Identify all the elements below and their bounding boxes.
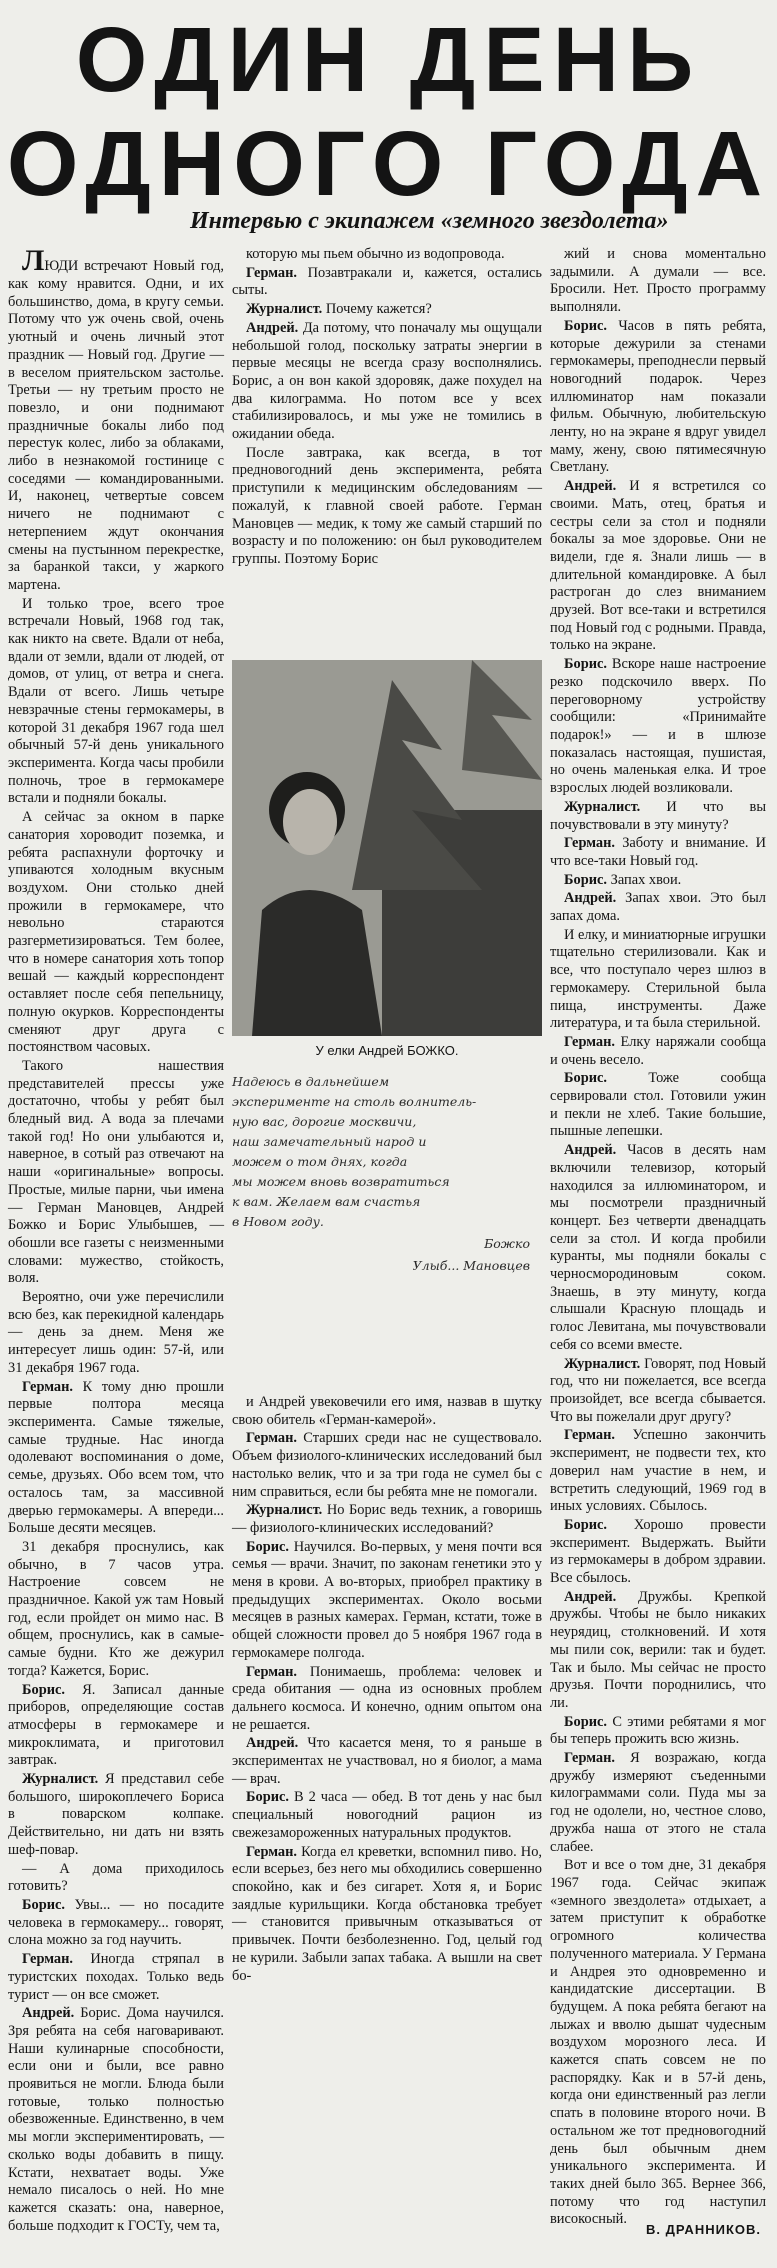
dialogue-line: Андрей. И я встретился со своими. Мать, отец, братья и сестры сели за стол и подняли бокалы за мое здоровье. Они не видели, где я. Знали лишь — в длительной командировке. А был растроган до слез вниманием друзей. Вот все-таки и встретился под Новый год с родными. Правда, только на экране. [550,478,766,654]
speaker-label: Андрей. [246,319,299,336]
column-1 [8,244,224,2234]
paragraph: 31 декабря проснулись, как обычно, в 7 часов утра. Настроение совсем не праздничное. Какой уж там Новый год, если пройдет он мимо нас. В общем, проснулись, как в самые-самые будни. Кто же дежурил тогда? Кажется, Борис. [8,1538,224,1679]
dialogue-line: Андрей. Что касается меня, то я раньше в экспериментах не участвовал, но я биолог, а мама — врач. [232,1735,542,1787]
speaker-label: Герман. [246,1430,298,1447]
handwritten-message: Надеюсь в дальнейшем эксперименте на столь волнитель- ную вас, дорогие москвичи, наш замечательный народ и можем о том днях, когда мы можем вновь возвратиться к вам. Желаем вам счастья в Новом году. Божко Улыб... Мановцев [232,1072,542,1388]
dialogue-line: Борис. Часов в пять ребята, которые дежурили за стенами гермокамеры, преподнесли первый новогодний подарок. Через иллюминатор нам показали фильм. Обычную, любительскую ленту, но на экране я вдруг увидел маму, жену, свою пятимесячную Светлану. [550,317,766,476]
drop-cap: Л [22,244,45,277]
dialogue-line: Андрей. Часов в десять нам включили телевизор, который находился за иллюминатором, и мы посмотрели праздничный концерт. Без четверти двенадцать сели за стол. И когда пробили куранты, мы подняли бокалы с черносмородиновым соком. Знаешь, в эту минуту, когда слышали Красную площадь и голос Левитана, мы почувствовали себя со всеми вместе. [550,1142,766,1353]
speaker-label: Борис. [22,1896,65,1913]
speaker-label: Борис. [564,1516,607,1533]
speaker-label: Андрей. [564,1142,617,1159]
speaker-label: Герман. [246,1843,298,1860]
speaker-label: Герман. [564,1033,616,1050]
paragraph: И елку, и миниатюрные игрушки тщательно стерилизовали. Как и все, что поступало через шлюз в гермокамеру. Стерильной была пища, инструменты. Даже литература, и та была стерильной. [550,926,766,1032]
speaker-label: Борис. [564,317,607,334]
column-2-bottom [232,1394,542,2222]
photo-andrey-bozhko [232,660,542,1036]
speaker-label: Герман. [22,1378,74,1395]
dialogue-line: Журналист. Я представил себе большого, широкоплечего Бориса в поварском колпаке. Действительно, ни дать ни взять шеф-повар. [8,1771,224,1858]
dialogue-line: Герман. Заботу и внимание. И что все-таки Новый год. [550,835,766,869]
paragraph: И только трое, всего трое встречали Новый, 1968 год так, как никто на свете. Вдали от неба, вдали от земли, вдали от людей, от домов, от улиц, от ветра и снега. Вдали от всего. Лишь четыре невзрачные стены гермокамеры, в которой 31 декабря 1967 года шел обычный 57-й день уникального эксперимента. Когда часы пробили полночь, трое в гермокамере встали и подняли бокалы. [8,595,224,807]
headline-line-1: ОДИН ДЕНЬ [75,9,702,111]
speaker-label: Андрей. [564,1588,617,1605]
subtitle: Интервью с экипажем «земного звездолета» [190,208,669,234]
speaker-label: Борис. [246,1789,289,1806]
paragraph: — А дома приходилось готовить? [8,1860,224,1895]
paragraph: Вот и все о том дне, 31 декабря 1967 года. Сейчас экипаж «земного звездолета» отдыхает, а затем приступит к обработке огромного количества полученного материала. У Германа и Андрея это одновременно и кандидатские диссертации. В будущем. А пока ребята бегают на лыжах и вволю дышат чудесным воздухом морозного леса. И кажется спать совсем не по распорядку. Как и в 57-й день, когда они единственный раз легли спать в половине второго ночи. В остальном же тот предновогодний день был обычным днем уникального эксперимента. И таких дней было 365. Вернее 366, потому что год наступил високосный. [550,1857,766,2228]
headline [0,0,777,230]
speaker-label: Борис. [564,1070,607,1087]
photo-image [232,660,542,1036]
speaker-label: Журналист. [564,798,641,815]
speaker-label: Борис. [564,871,607,888]
speaker-label: Борис. [246,1538,289,1555]
dialogue-line: Журналист. Почему кажется? [246,301,432,318]
dialogue-line: Борис. Запах хвои. [564,871,682,888]
paragraph: жий и снова моментально задымили. А думали — все. Бросили. Нет. Просто программу выполняли. [550,246,766,316]
paragraph: После завтрака, как всегда, в тот предновогодний день эксперимента, ребята приступили к медицинским обследованиям — пожалуй, к главной своей работе. Герман Мановцев — медик, к тому же самый старший по возрасту и по положению: он был руководителем группы. Поэтому Борис [232,444,542,567]
dialogue-line: Журналист. Говорят, под Новый год, что ни пожелается, все всегда произойдет, все всегда сбывается. Что вы пожелали друг другу? [550,1355,766,1425]
paragraph: Вероятно, очи уже перечислили всю без, как перекидной календарь — день за днем. Меня же интересует лишь один: 57-й, или 31 декабря 1967 года. [8,1289,224,1376]
speaker-label: Андрей. [22,2005,75,2022]
speaker-label: Герман. [22,1951,74,1968]
paragraph: которую мы пьем обычно из водопровода. [246,246,505,262]
headline-line-2: ОДНОГО ГОДА [6,113,771,215]
dialogue-line: Герман. Понимаешь, проблема: человек и среда обитания — одна из основных проблем дальнего космоса. И конечно, одним опытом она не решается. [232,1663,542,1733]
speaker-label: Борис. [564,656,607,673]
dialogue-line: Журналист. И что вы почувствовали в эту минуту? [550,798,766,833]
photo-caption: У елки Андрей БОЖКО. [315,1043,459,1058]
speaker-label: Герман. [564,1750,616,1767]
signature: Божко [484,1236,530,1251]
speaker-label: Журналист. [246,1502,323,1519]
speaker-label: Герман. [564,1427,616,1444]
dialogue-line: Герман. К тому дню прошли первые полтора месяца эксперимента. Самые тяжелые, самые трудные. Нас иногда одолевают воспоминания о доме, семье, друзьях. Обо всем том, что осталось там, за массивной дверью гермокамеры. А впереди... Больше десяти месяцев. [8,1378,224,1537]
dialogue-line: Герман. Елку наряжали сообща и очень весело. [550,1033,766,1068]
speaker-label: Андрей. [564,890,617,907]
dialogue-line: Борис. В 2 часа — обед. В тот день у нас был специальный новогодний рацион из свежезамороженных натуральных продуктов. [232,1789,542,1841]
author-byline: В. ДРАННИКОВ. [646,2222,761,2237]
dialogue-line: Борис. Увы... — но посадите человека в гермокамеру... говорят, слона можно за год научить. [8,1896,224,1949]
paragraph: и Андрей увековечили его имя, назвав в шутку свою обитель «Герман-камерой». [232,1394,542,1428]
dialogue-line: Андрей. Дружбы. Крепкой дружбы. Чтобы не было никаких неурядиц, столкновений. И хотя мы пили сок, верили: так и будет. Так и было. Мы сейчас не просто друзья. Почти породнились, что ли. [550,1588,766,1711]
signature: Улыб... Мановцев [412,1258,530,1273]
dialogue-line: Андрей. Да потому, что поначалу мы ощущали небольшой голод, поскольку затраты энергии в первые месяцы не всегда сразу восполнялись. Борис, а он вон какой здоровяк, даже похудел на два килограмма. Но потом все у всех стабилизировалось, и мы уже не томились в ожидании обеда. [232,319,542,443]
speaker-label: Герман. [246,1663,298,1680]
column-2-top [232,246,542,654]
speaker-label: Журналист. [22,1771,99,1788]
speaker-label: Журналист. [564,1355,641,1372]
dialogue-line: Герман. Успешно закончить эксперимент, не подвести тех, кто доверил нам участие в нем, и встретить следующий, 1969 год в иных условиях. Сбылось. [550,1427,766,1515]
paragraph: А сейчас за окном в парке санатория хороводит поземка, и ребята распахнули форточку и упиваются холодным вкусным воздухом. Они столько дней прожили в гермокамере, что невольно стараются разгерметизироваться. Тем более, что в номере санатория хоть топор вешай — каждый корреспондент оставляет после себя пепельницу, полную окурков. Корреспонденты сменяют друг друга с постоянством часовых. [8,809,224,1056]
dialogue-line: Борис. Хорошо провести эксперимент. Выдержать. Выйти из гермокамеры в добром здравии. Все сбылось. [550,1516,766,1587]
paragraph: Такого нашествия представителей прессы уже достаточно, чтобы у ребят был бледный вид. А вода за плечами такой год! Но они улыбаются и, наверное, в сотый раз отвечают на наши «оригинальные» вопросы. Простые, милые парни, чьи имена — Герман Мановцев, Андрей Божко и Борис Улыбышев, — обошли все газеты с неизменными словами: мужество, стойкость, воля. [8,1057,224,1287]
dialogue-line: Герман. Позавтракали и, кажется, остались сыты. [232,264,542,299]
dialogue-line: Борис. Вскоре наше настроение резко подскочило вверх. По переговорному устройству сообщили: «Принимайте подарок!» — и в шлюзе показалась настоящая, пушистая, но очень маленькая елка. И трое взрослых людей возликовали. [550,656,766,797]
speaker-label: Журналист. [246,301,323,318]
speaker-label: Борис. [22,1681,65,1698]
dialogue-line: Борис. Тоже сообща сервировали стол. Готовили ужин и пекли не хлеб. Такие большие, пышные лепешки. [550,1070,766,1140]
speaker-label: Андрей. [564,478,617,495]
speaker-label: Андрей. [246,1735,299,1752]
dialogue-line: Борис. Научился. Во-первых, у меня почти вся семья — врачи. Значит, по законам генетики это у меня в крови. А во-вторых, приобрел практику в предыдущих экспериментах. Около восьми месяцев в разных камерах. Герман, кстати, тоже в общей сложности провел до 5 ноября 1967 года в гермокамере полгода. [232,1538,543,1661]
dialogue-line: Борис. С этими ребятами я мог бы теперь прожить всю жизнь. [550,1713,766,1748]
dialogue-line: Герман. Когда ел креветки, вспомнил пиво. Но, если всерьез, без него мы обходились совершенно спокойно, как и без сигарет. Хотя я, и Борис заядлые курильщики. Когда обстановка требует — становится привычным отказываться от привычек. Почти безболезненно. Год, целый год не курили. Забыли запах табака. А вышли на свет бо- [232,1843,542,1984]
dialogue-line: Андрей. Борис. Дома научился. Зря ребята на себя наговаривают. Наши кулинарные способности, если они и были, все равно проявиться не могли. Блюда были готовые, только полностью обезвоженные. Единственно, в чем мы могли экспериментировать, —сколько воды добавить в пищу. Кстати, нехватает воды. Уже немало писалось о ней. Но мне кажется сказать: она, наверное, больше подходит к ГОСТу, чем та, [8,2005,224,2234]
speaker-label: Борис. [564,1713,607,1730]
article-body [0,246,777,2246]
dialogue-line: Герман. Старших среди нас не существовало. Объем физиолого-клинических исследований был настолько велик, что и за три года не сумел бы с ним справиться, если бы ребята мне не помогали. [232,1430,542,1500]
speaker-label: Герман. [246,264,298,281]
paragraph: ЛЮДИ встречают Новый год, как кому нравится. Одни, и их большинство, дома, в кругу семьи. Потому что уж очень свой, очень уютный и очень личный этот праздник — Новый год. Другие — в веселом приятельском застолье. Третьи — ну третьим просто не повезло, и они поднимают праздничные бокалы либо под перестук колес, либо за облаками, либо в незнакомой гостинице с соседями — командированными. И, наконец, четвертые совсем ничего не поднимают с нетерпением ждут окончания смены на пустынном перекрестке, за баранкой такси, у жаркого мартена. [8,244,224,593]
column-3 [550,246,766,2228]
dialogue-line: Герман. Я возражаю, когда дружбу измеряют съеденными килограммами соли. Пуда мы за год не одолели, но, честное слово, дружба наша от этого не стала слабее. [550,1750,766,1855]
dialogue-line: Борис. Я. Записал данные приборов, определяющие состав атмосферы в гермокамере и микроклимата, и приготовил завтрак. [8,1681,224,1769]
dialogue-line: Андрей. Запах хвои. Это был запах дома. [550,890,766,925]
speaker-label: Герман. [564,835,616,852]
dialogue-line: Журналист. Но Борис ведь техник, а говоришь — физиолого-клинических исследований? [232,1502,542,1536]
dialogue-line: Герман. Иногда стряпал в туристских походах. Только ведь турист — он все сможет. [8,1951,224,2003]
